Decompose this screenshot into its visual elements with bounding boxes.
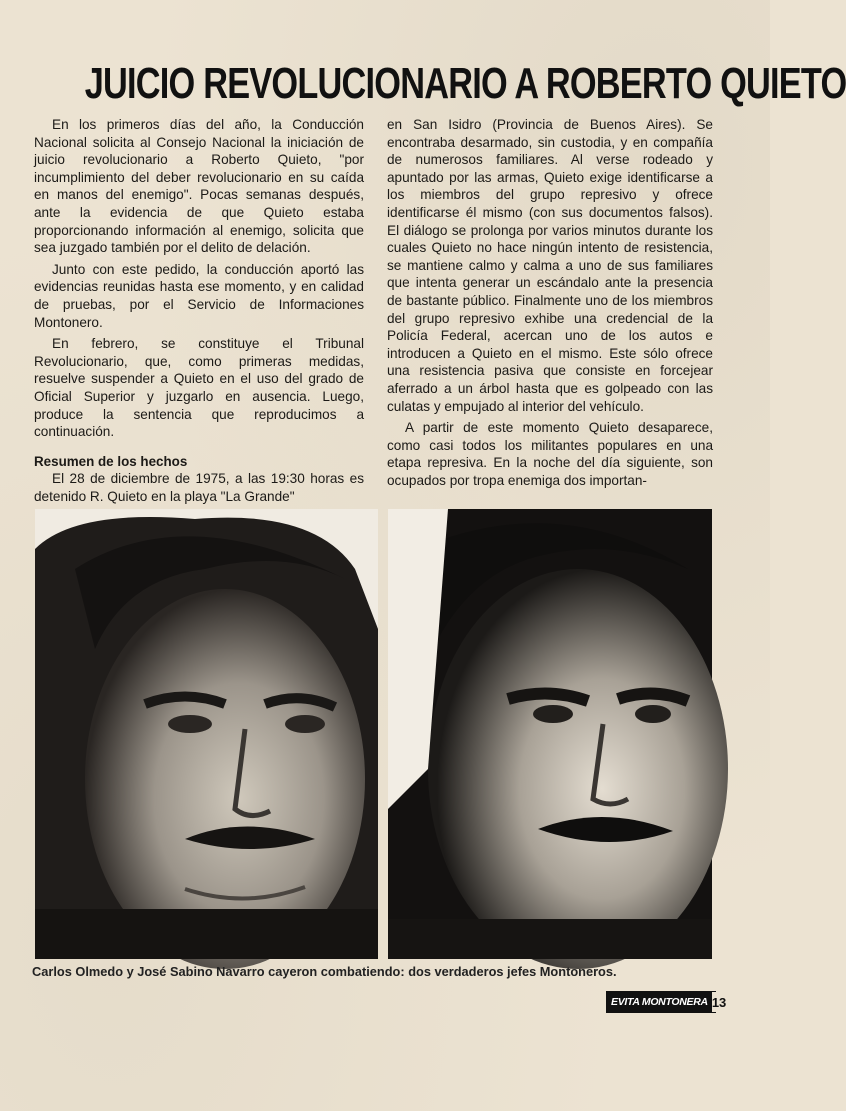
portrait-photo-right (388, 509, 712, 959)
portrait-photo-left (35, 509, 378, 959)
magazine-logo: EVITA MONTONERA (607, 992, 712, 1012)
footer-page-tag (606, 991, 727, 1013)
paragraph: Junto con este pedido, la conducción aportó las evidencias reunidas hasta ese momento, y en calidad de pruebas, por el Servicio de Informaciones Montonero. (34, 261, 364, 330)
right-column (387, 116, 713, 489)
portrait-image (388, 509, 712, 959)
paragraph: en San Isidro (Provincia de Buenos Aires). Se encontraba desarmado, sin custodia, y en compañía de numerosos familiares. Al verse rodeado y apuntado por las armas, Quieto exige identificarse a los miembros del grupo represivo y ofrece identificarse él mismo (con sus documentos falsos). El diálogo se prolonga por varios minutos durante los cuales Quieto no hace ningún intento de resistencia, se mantiene calmo y calma a uno de sus familiares que intenta generar un escándalo ante la presencia de bastante público. Finalmente uno de los miembros del grupo represivo exhibe una credencial de la Policía Federal, acercan uno de los autos e introducen a Quieto en el mismo. Este sólo ofrece una resistencia pasiva que consiste en forcejear aferrado a un árbol hasta que es golpeado con las culatas y empujado al interior del vehículo. (387, 117, 713, 414)
portrait-image (35, 509, 378, 959)
left-column (34, 116, 364, 505)
paragraph: A partir de este momento Quieto desaparece, como casi todos los militantes populares en una etapa represiva. En la noche del día siguiente, son ocupados por tropa enemiga dos importan- (387, 420, 713, 488)
paragraph: En febrero, se constituye el Tribunal Revolucionario, que, como primeras medidas, resuelve suspender a Quieto en el uso del grado de Oficial Superior y juzgarlo en ausencia. Luego, produce la sentencia que reproducimos a continuación. (34, 336, 364, 440)
paragraph: En los primeros días del año, la Conducción Nacional solicita al Consejo Nacional la iniciación de juicio revolucionario a Roberto Quieto, "por incumplimiento del deber revolucionario en su caída en manos del enemigo". Pocas semanas después, ante la evidencia de que Quieto estaba proporcionando información al enemigo, solicita que sea juzgado también por el delito de delación. (34, 117, 364, 256)
page-number: 13 (712, 992, 726, 1012)
paragraph: El 28 de diciembre de 1975, a las 19:30 horas es detenido R. Quieto en la playa "La Grande" (34, 471, 364, 504)
photo-caption: Carlos Olmedo y José Sabino Navarro cayeron combatiendo: dos verdaderos jefes Montoneros. (32, 964, 617, 979)
section-subheading: Resumen de los hechos (34, 453, 188, 469)
article-title: JUICIO REVOLUCIONARIO A ROBERTO QUIETO (84, 59, 846, 109)
